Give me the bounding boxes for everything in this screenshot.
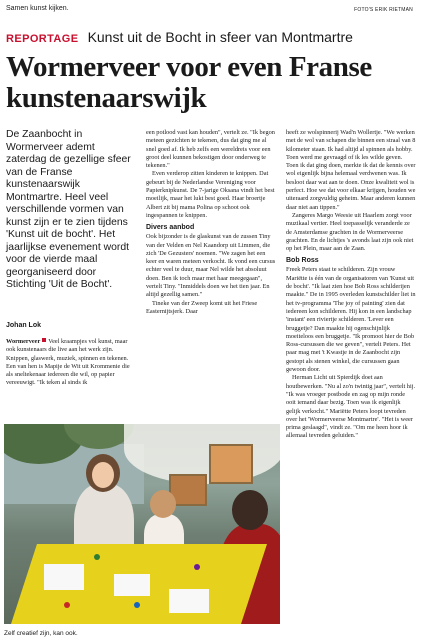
photo-paper	[169, 589, 209, 613]
photo-credit: FOTO'S ERIK RIETMAN	[354, 7, 413, 13]
photo-glass-piece	[134, 602, 140, 608]
article-photo	[4, 424, 280, 624]
article-column-2	[146, 129, 276, 316]
paragraph: Herman Licht uit Spierdijk doet aan houtbewerken. "Nu al zo'n twintig jaar", vertelt hij. "Ik was vroeger postbode en zag op mijn ronde ooit iemand daar bezig. Toen was ik eigenlijk gelijk verkocht." Mariëtte Peters loopt tevreden over het 'Wormerveerse Montmartre'. "Het is weer prima geslaagd", vindt ze. "Om me heen hoor ik allemaal tevreden geluiden."	[286, 374, 416, 440]
paragraph: Even verderop zitten kinderen te knippen. Dat gebeurt bij de Nederlandse Vereniging voor Papierknipkunst. De 7-jarige Oksana vindt het best moeilijk, maar het lukt best goed. Haar broertje Albert zit bij mama Polina op schoot ook ingespannen te knippen.	[146, 170, 275, 219]
subheading: Bob Ross	[286, 257, 319, 265]
photo-glass-piece	[194, 564, 200, 570]
headline: Wormerveer voor even Franse kunstenaarswijk	[6, 51, 372, 114]
paragraph: heeft ze wolspinnerij Wad'n Wollertje. "We werken met de wol van schapen die binnen een straal van 8 kilometer staan. Ik had altijd al spinnen als hobby. Toen werd me gevraagd of ik les wilde geven. Toen ik dat ging doen, merkte ik dat de kennis over wol eigenlijk bijna helemaal verdwenen was. Ik besloot daar wat aan te doen. Onze kwaliteit wol is perfect. Hoe we dat voor elkaar krijgen, houden we uiteraard zorgvuldig geheim. Maar anderen kunnen daar niet aan tippen."	[286, 129, 416, 211]
dateline-square-icon	[42, 338, 46, 342]
dateline: Wormerveer	[6, 338, 41, 345]
photo-woman-hair	[232, 490, 268, 530]
subheading: Divers aanbod	[146, 224, 195, 232]
lead-paragraph: De Zaanbocht in Wormerveer ademt zaterdag de gezellige sfeer van de Franse kunstenaarswijk Montmartre. Heel veel verschillende vormen van kunst zijn er te zien tijdens 'Kunst uit de bocht'. Het jaarlijkse evenement wordt voor de vierde maal georganiseerd door Stichting 'Uit de Bocht'.	[6, 129, 131, 290]
photo-child-head	[150, 490, 176, 518]
photo-glass-piece	[94, 554, 100, 560]
photo-person-face	[92, 462, 114, 488]
article-column-1	[6, 338, 136, 388]
paragraph: Ook bijzonder is de glaskunst van de zussen Tiny van der Velden en Nel Kaandorp uit Limmen, die zich 'De Gezusters' noemen. "We zagen het een keer en waren meteen verkocht. Ik vond een cursus echter veel te duur, maar Nel wilde het absoluut doen. Ben ik toch maar met haar meegegaan", vertelt Tiny. "Inmiddels doen we het tien jaar. En altijd gezellig samen."	[146, 233, 276, 299]
paragraph: een potlood vast kan houden", vertelt ze. "Ik begon meteen gezichten te tekenen, dus dat ging me al snel goed af. Ik heb zelfs een wereldreis voor een groot deel kunnen bekostigen door onderweg te tekenen."	[146, 129, 275, 170]
photo-caption: Zelf creatief zijn, kan ook.	[4, 630, 78, 637]
kicker	[6, 27, 353, 46]
paragraph: Tineke van der Zweep komt uit het Friese Easternijtsjerk. Daar	[146, 299, 258, 315]
paragraph	[6, 338, 136, 388]
photo-glass-piece	[64, 602, 70, 608]
paragraph: Freek Peters staat te schilderen. Zijn vrouw Mariëtte is één van de organisatoren van 'Kunst uit de bocht'. "Ik laat zien hoe Bob Ross schilderijen maakte." De in 1995 overleden kunstschilder liet in het tv-programma 'The joy of painting' zien dat iedereen kon schilderen. Hij kon in een landschap 'instant' een riviertje schilderen. 'Lever een bruggetje? Dan maakte hij ogenschijnlijk moeiteloos een bruggetje. "Ik promoot hier de Bob Ross-cursussen die we geven", vertelt Peters. Het paar mag met 't Kwastje in de Zaanbocht zijn gestopt als stenen winkel, die cursussen gaan gewoon door.	[286, 266, 416, 374]
top-photo-caption: Samen kunst kijken.	[6, 5, 69, 12]
author-byline: Johan Lok	[6, 322, 42, 329]
kicker-text: Kunst uit de Bocht in sfeer van Montmartre	[87, 29, 353, 45]
kicker-label: REPORTAGE	[6, 33, 79, 45]
photo-paper	[114, 574, 150, 596]
article-column-3	[286, 129, 416, 441]
paragraph-text: Veel kraampjes vol kunst, maar ook kunstenaars die live aan het werk zijn. Knippen, glaswerk, muziek, spinnen en tekenen. Een van hen is Mapije de Wit uit Krommenie die als sneltekenaar iedereen die wil, op papier vereeuwigt. "Ik teken al sinds ik	[6, 338, 130, 387]
photo-paper	[44, 564, 84, 590]
paragraph: Zangeres Margo Weesie uit Haarlem zorgt voor muzikaal vertier. Heel toepasselijk veranderde ze de Amsterdamse grachten in de Wormerveerse grachten. En de lichtjes 's avonds laat zijn ook niet op het Plein, maar aan de Zaan.	[286, 211, 414, 253]
photo-painting	[209, 444, 253, 484]
